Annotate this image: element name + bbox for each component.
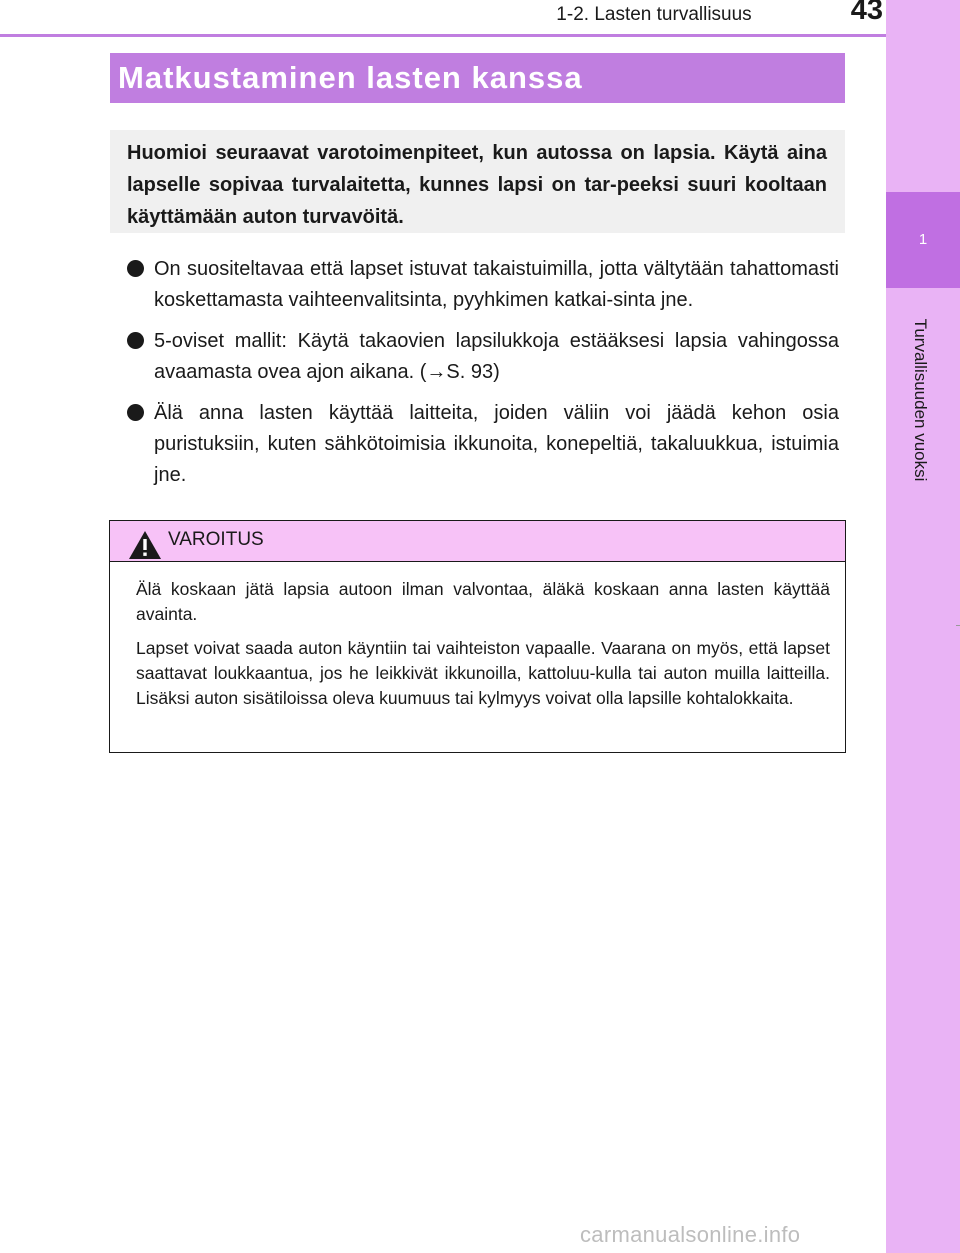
bullet-icon [127,260,144,277]
bullet-icon [127,332,144,349]
intro-text: Huomioi seuraavat varotoimenpiteet, kun autossa on lapsia. Käytä aina lapselle sopivaa turvalaitetta, kunnes lapsi on tar-peeksi suuri kooltaan käyttämään auton turvavöitä. [127,142,827,228]
warning-body [136,577,830,720]
warning-paragraph: Lapset voivat saada auton käyntiin tai vaihteiston vapaalle. Vaarana on myös, että lapset saattavat loukkaantua, jos he leikkivät ikkunoilla, kattoluu-kulla tai auton muilla laitteilla. Lisäksi auton sisätiloissa oleva kuumuus tai kylmyys voivat olla lapsille kohtalokkaita. [136,638,830,708]
list-item [127,326,839,388]
title-bar [110,53,845,103]
page-title: Matkustaminen lasten kanssa [118,60,583,95]
section-title: 1-2. Lasten turvallisuus [556,4,752,25]
list-item [127,398,839,491]
bullet-text: Älä anna lasten käyttää laitteita, joiden väliin voi jäädä kehon osia puristuksiin, kuten sähkötoimisia ikkunoita, konepeltiä, takaluukkua, istuimia jne. [154,402,839,486]
warning-triangle-icon [128,530,162,560]
bullet-list [127,254,839,501]
bullet-icon [127,404,144,421]
warning-box [109,520,846,753]
intro-box [110,130,845,233]
chapter-number-tab: 1 [886,192,960,288]
watermark: carmanualsonline.info [580,1222,801,1247]
warning-header [110,521,845,562]
bullet-text: On suositeltavaa että lapset istuvat takaistuimilla, jotta vältytään tahattomasti koskettamasta vaihteenvalitsinta, pyyhkimen katkai-sinta jne. [154,258,839,311]
list-item [127,254,839,316]
page-number: 43 [850,0,883,26]
warning-paragraph: Älä koskaan jätä lapsia autoon ilman valvontaa, äläkä koskaan anna lasten käyttää avainta. [136,579,830,624]
header-divider [0,34,886,37]
tab-edge-mark [956,625,960,626]
side-tab [886,0,960,1253]
chapter-label: Turvallisuuden vuoksi [911,318,930,482]
warning-title: VAROITUS [168,529,264,550]
bullet-text: 5-oviset mallit: Käytä takaovien lapsilukkoja estääksesi lapsia vahingossa avaamasta ovea ajon aikana. (→S. 93) [154,330,839,383]
